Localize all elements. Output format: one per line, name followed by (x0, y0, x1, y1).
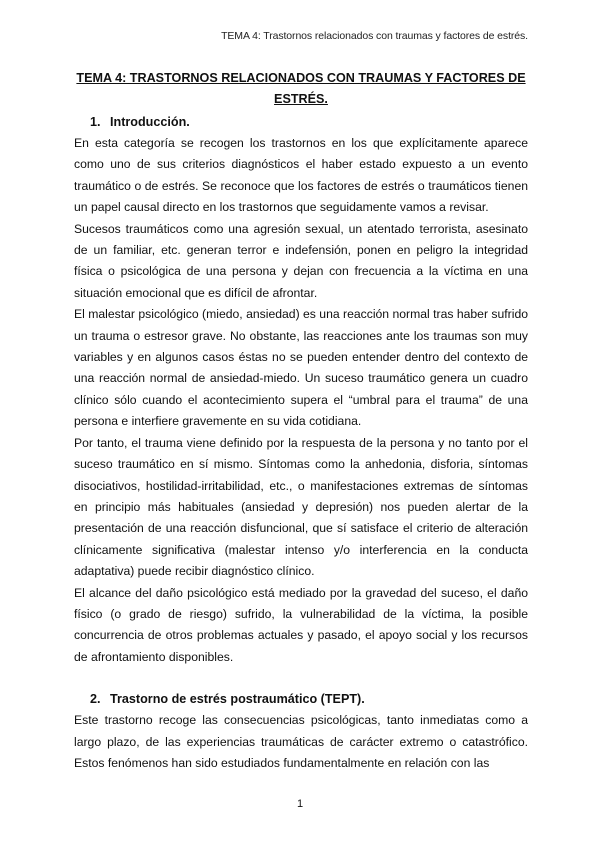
paragraph: El alcance del daño psicológico está mediado por la gravedad del suceso, el daño físico (o grado de riesgo) sufrido, la vulnerabilidad de la víctima, la posible concurrencia de otros problemas actuales y pasado, el apoyo social y los recursos de afrontamiento disponibles. (74, 585, 528, 664)
section-heading-tept (74, 689, 528, 710)
section-spacer (74, 668, 528, 689)
page-number: 1 (296, 798, 304, 810)
document-body (74, 68, 528, 774)
paragraph: Por tanto, el trauma viene definido por la respuesta de la persona y no tanto por el suceso traumático en sí mismo. Síntomas como la anhedonia, disforia, síntomas disociativos, hostilidad-irritabilidad, etc., o manifestaciones extremas de síntomas en principio más habituales (ansiedad y depresión) nos pueden alertar de la presentación de una reacción disfuncional, que sí satisface el criterio de alteración clínicamente significativa (malestar intenso y/o interferencia en la conducta adaptativa) puede recibir diagnóstico clínico. (74, 435, 528, 579)
paragraph: En esta categoría se recogen los trastornos en los que explícitamente aparece como uno de sus criterios diagnósticos el haber estado expuesto a un evento traumático o de estrés. Se reconoce que los factores de estrés o traumáticos tienen un papel causal directo en los trastornos que seguidamente vamos a revisar. (74, 136, 528, 215)
section-heading-introduccion (74, 112, 528, 133)
paragraph: El malestar psicológico (miedo, ansiedad) es una reacción normal tras haber sufrido un trauma o estresor grave. No obstante, las reacciones ante los traumas son muy variables y en algunos casos éstas no se pueden entender dentro del contexto de una reacción normal de ansiedad-miedo. Un suceso traumático genera un cuadro clínico sólo cuando el acontecimiento supera el “umbral para el trauma” de una persona e interfiere gravemente en su vida cotidiana. (74, 307, 528, 429)
document-title: TEMA 4: TRASTORNOS RELACIONADOS CON TRAUMAS Y FACTORES DE ESTRÉS. (76, 71, 526, 106)
section-heading-text: Trastorno de estrés postraumático (TEPT). (110, 692, 365, 707)
section-number: 2. (90, 692, 101, 707)
paragraph: Este trastorno recoge las consecuencias psicológicas, tanto inmediatas como a largo plazo, de las experiencias traumáticas de carácter extremo o catastrófico. Estos fenómenos han sido estudiados fundamentalmente en relación con las (74, 713, 528, 770)
section-number: 1. (90, 115, 101, 129)
section-heading-text: Introducción. (110, 115, 190, 129)
running-header: TEMA 4: Trastornos relacionados con traumas y factores de estrés. (221, 30, 528, 42)
paragraph: Sucesos traumáticos como una agresión sexual, un atentado terrorista, asesinato de un familiar, etc. generan terror e indefensión, ponen en peligro la integridad física o psicológica de una persona y dejan con frecuencia a la víctima en una situación emocional que es difícil de afrontar. (74, 221, 528, 300)
